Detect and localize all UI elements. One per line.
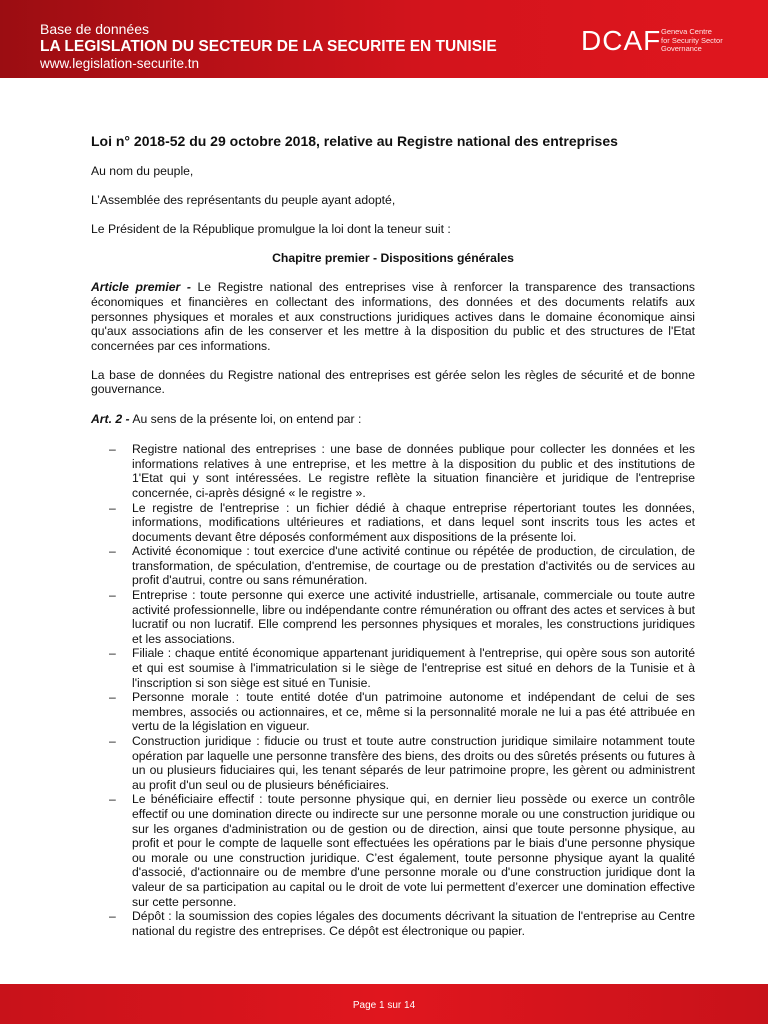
list-item — [91, 690, 695, 734]
definitions-list — [91, 442, 695, 938]
dash-bullet: – — [109, 690, 116, 705]
chapter-heading: Chapitre premier - Dispositions générales — [272, 251, 514, 266]
logo-tagline-line: Governance — [661, 44, 702, 53]
definition-text: Activité économique : tout exercice d'une activité continue ou répétée de production, de circulation, de transformation, de spéculation, d'entremise, de courtage ou de prestation d'activités ou de services au profit d'autrui, contre ou sans rémunération. — [132, 544, 695, 588]
article-text: Au sens de la présente loi, on entend par : — [129, 411, 362, 426]
definition-text: Personne morale : toute entité dotée d'un patrimoine autonome et indépendant de celui de ses membres, associés ou actionnaires, et ce, même si la personnalité morale ne lui a pas été attribuée en vertu de la législation en vigueur. — [132, 690, 695, 734]
list-item — [91, 909, 695, 938]
list-item — [91, 442, 695, 500]
dash-bullet: – — [109, 500, 116, 515]
intro-line: Le Président de la République promulgue la loi dont la teneur suit : — [91, 222, 451, 237]
law-title: Loi n° 2018-52 du 29 octobre 2018, relative au Registre national des entreprises — [91, 133, 618, 149]
definition-text: Le bénéficiaire effectif : toute personne physique qui, en dernier lieu possède ou exerce un contrôle effectif ou une domination directe ou indirecte sur une personne morale ou une construction juridique ou sur les organes d'administration ou de gestion ou de direction, ainsi que toute personne physique, au profit et pour le compte de laquelle sont effectuées les opérations par le biais d'une personne physique ou morale ou une construction juridique. C’est également, toute personne physique ayant la qualité d'associé, d'actionnaire ou de membre d'une personne morale ou d'une construction juridique dont la valeur de sa participation au capital ou le droit de vote lui permettent d’exercer une domination effective sur cette personne. — [132, 792, 695, 909]
dash-bullet: – — [109, 646, 116, 661]
list-item — [91, 588, 695, 646]
dash-bullet: – — [109, 792, 116, 807]
logo-wordmark: DCAF — [581, 25, 662, 56]
intro-line: L’Assemblée des représentants du peuple ayant adopté, — [91, 193, 396, 208]
list-item — [91, 792, 695, 909]
list-item — [91, 734, 695, 792]
dash-bullet: – — [109, 588, 116, 603]
logo-tagline-line: for Security Sector — [661, 35, 723, 45]
intro-line: Au nom du peuple, — [91, 164, 194, 178]
document-body — [91, 132, 695, 938]
article-text: Le Registre national des entreprises vise à renforcer la transparence des transactions économiques et financières en collectant des informations, des données et des documents relatifs aux personnes physiques et morales et aux constructions juridiques actives dans le domaine économique ainsi qu'aux associations afin de les conserver et les mettre à la disposition du public et des structures de l'Etat concernées par ces informations. — [91, 280, 695, 353]
article-2 — [91, 412, 695, 427]
dash-bullet: – — [109, 442, 116, 457]
logo-tagline — [661, 28, 723, 54]
article-label: Art. 2 - — [91, 411, 130, 426]
definition-text: Registre national des entreprises : une base de données publique pour collecter les données et les informations relatives à une entreprise, et les mettre à la disposition du public et des institutions de 1'Etat qui y sont intéressées. Le registre reflète la situation financière et juridique de l'entreprise concernée, ci-après désigné « le registre ». — [132, 442, 695, 500]
document-footer — [0, 984, 768, 1024]
header-subtitle: Base de données — [40, 21, 149, 37]
definition-text: Le registre de l'entreprise : un fichier dédié à chaque entreprise répertoriant toutes les données, informations, modifications ultérieures et radiations, et dans lequel sont inscrits tous les actes et documents devant être déposés conformément aux dispositions de la présente loi. — [132, 500, 695, 544]
document-header — [0, 0, 768, 78]
dash-bullet: – — [109, 544, 116, 559]
dash-bullet: – — [109, 909, 116, 924]
header-title: LA LEGISLATION DU SECTEUR DE LA SECURITE EN TUNISIE — [40, 38, 497, 55]
definition-text: Construction juridique : fiducie ou trust et toute autre construction juridique similaire notamment toute opération par laquelle une personne transfère des biens, des droits ou des sûretés présents ou futures à un ou plusieurs fiduciaires qui, les tenant séparés de leur patrimoine propre, les gèrent ou administrent au profit d'un seul ou de plusieurs bénéficiaires. — [132, 734, 696, 792]
list-item — [91, 501, 695, 545]
definition-text: Dépôt : la soumission des copies légales des documents décrivant la situation de l'entreprise au Centre national du registre des entreprises. Ce dépôt est électronique ou papier. — [132, 909, 695, 938]
article-1-paragraph-2: La base de données du Registre national des entreprises est gérée selon les règles de sécurité et de bonne gouvernance. — [91, 367, 695, 397]
article-1 — [91, 280, 695, 353]
logo-tagline-line: Geneva Centre — [661, 27, 712, 36]
list-item — [91, 646, 695, 690]
definition-text: Entreprise : toute personne qui exerce une activité industrielle, artisanale, commerciale ou toute autre activité professionnelle, libre ou indépendante contre rémunération ou offrant des actes et services à but lucratif ou non lucratif. Elle comprend les personnes physiques et morales, les constructions juridiques et les associations. — [132, 588, 695, 646]
definition-text: Filiale : chaque entité économique appartenant juridiquement à l'entreprise, qui opère sous son autorité et qui est soumise à l'immatriculation si le siège de l'entreprise est situé en dehors de la Tunisie et à l'inscription si son siège est situé en Tunisie. — [132, 646, 695, 690]
dash-bullet: – — [109, 734, 116, 748]
list-item — [91, 544, 695, 588]
page-number: Page 1 sur 14 — [352, 1000, 416, 1011]
header-url[interactable]: www.legislation-securite.tn — [40, 56, 200, 71]
article-label: Article premier - — [91, 280, 191, 295]
dcaf-logo — [581, 26, 731, 56]
